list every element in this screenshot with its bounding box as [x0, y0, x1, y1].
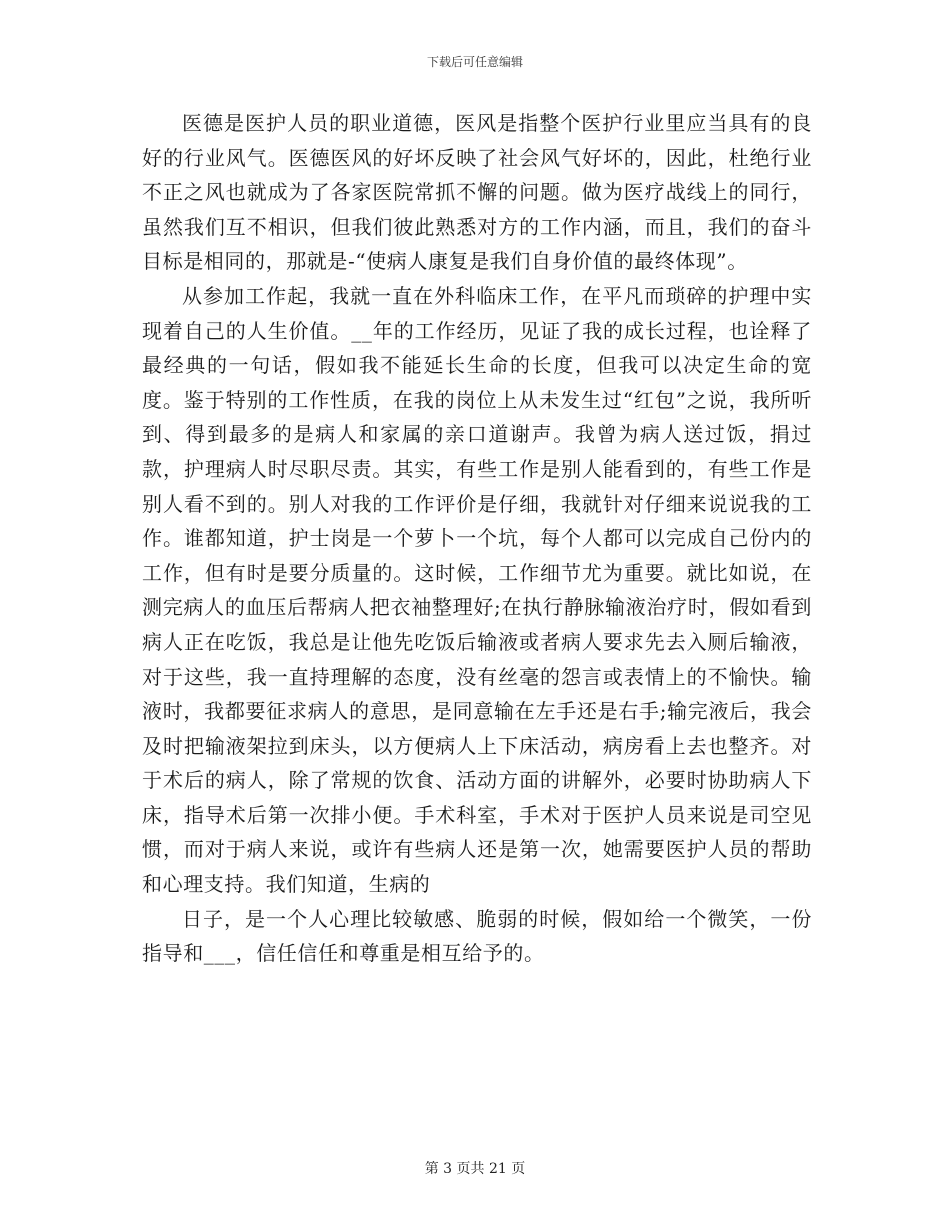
document-body [142, 106, 812, 971]
paragraph-2: 从参加工作起，我就一直在外科临床工作，在平凡而琐碎的护理中实现着自己的人生价值。__年的工作经历，见证了我的成长过程，也诠释了最经典的一句话，假如我不能延长生命的长度，但我可以决定生命的宽度。鉴于特别的工作性质，在我的岗位上从未发生过“红包”之说，我所听到、得到最多的是病人和家属的亲口道谢声。我曾为病人送过饭，捐过款，护理病人时尽职尽责。其实，有些工作是别人能看到的，有些工作是别人看不到的。别人对我的工作评价是仔细，我就针对仔细来说说我的工作。谁都知道，护士岗是一个萝卜一个坑，每个人都可以完成自己份内的工作，但有时是要分质量的。这时候，工作细节尤为重要。就比如说，在测完病人的血压后帮病人把衣袖整理好;在执行静脉输液治疗时，假如看到病人正在吃饭，我总是让他先吃饭后输液或者病人要求先去入厕后输液，对于这些，我一直持理解的态度，没有丝毫的怨言或表情上的不愉快。输液时，我都要征求病人的意思，是同意输在左手还是右手;输完液后，我会及时把输液架拉到床头，以方便病人上下床活动，病房看上去也整齐。对于术后的病人，除了常规的饮食、活动方面的讲解外，必要时协助病人下床，指导术后第一次排小便。手术科室，手术对于医护人员来说是司空见惯，而对于病人来说，或许有些病人还是第一次，她需要医护人员的帮助和心理支持。我们知道，生病的 [142, 283, 812, 897]
paragraph-3: 日子，是一个人心理比较敏感、脆弱的时候，假如给一个微笑，一份指导和___，信任信任和尊重是相互给予的。 [142, 906, 812, 966]
page-header: 下载后可任意编辑 [426, 55, 523, 69]
paragraph-1: 医德是医护人员的职业道德，医风是指整个医护行业里应当具有的良好的行业风气。医德医风的好坏反映了社会风气好坏的，因此，杜绝行业不正之风也就成为了各家医院常抓不懈的问题。做为医疗战线上的同行，虽然我们互不相识，但我们彼此熟悉对方的工作内涵，而且，我们的奋斗目标是相同的，那就是-“使病人康复是我们自身价值的最终体现”。 [142, 111, 812, 274]
page-footer: 第 3 页共 21 页 [424, 1161, 526, 1177]
